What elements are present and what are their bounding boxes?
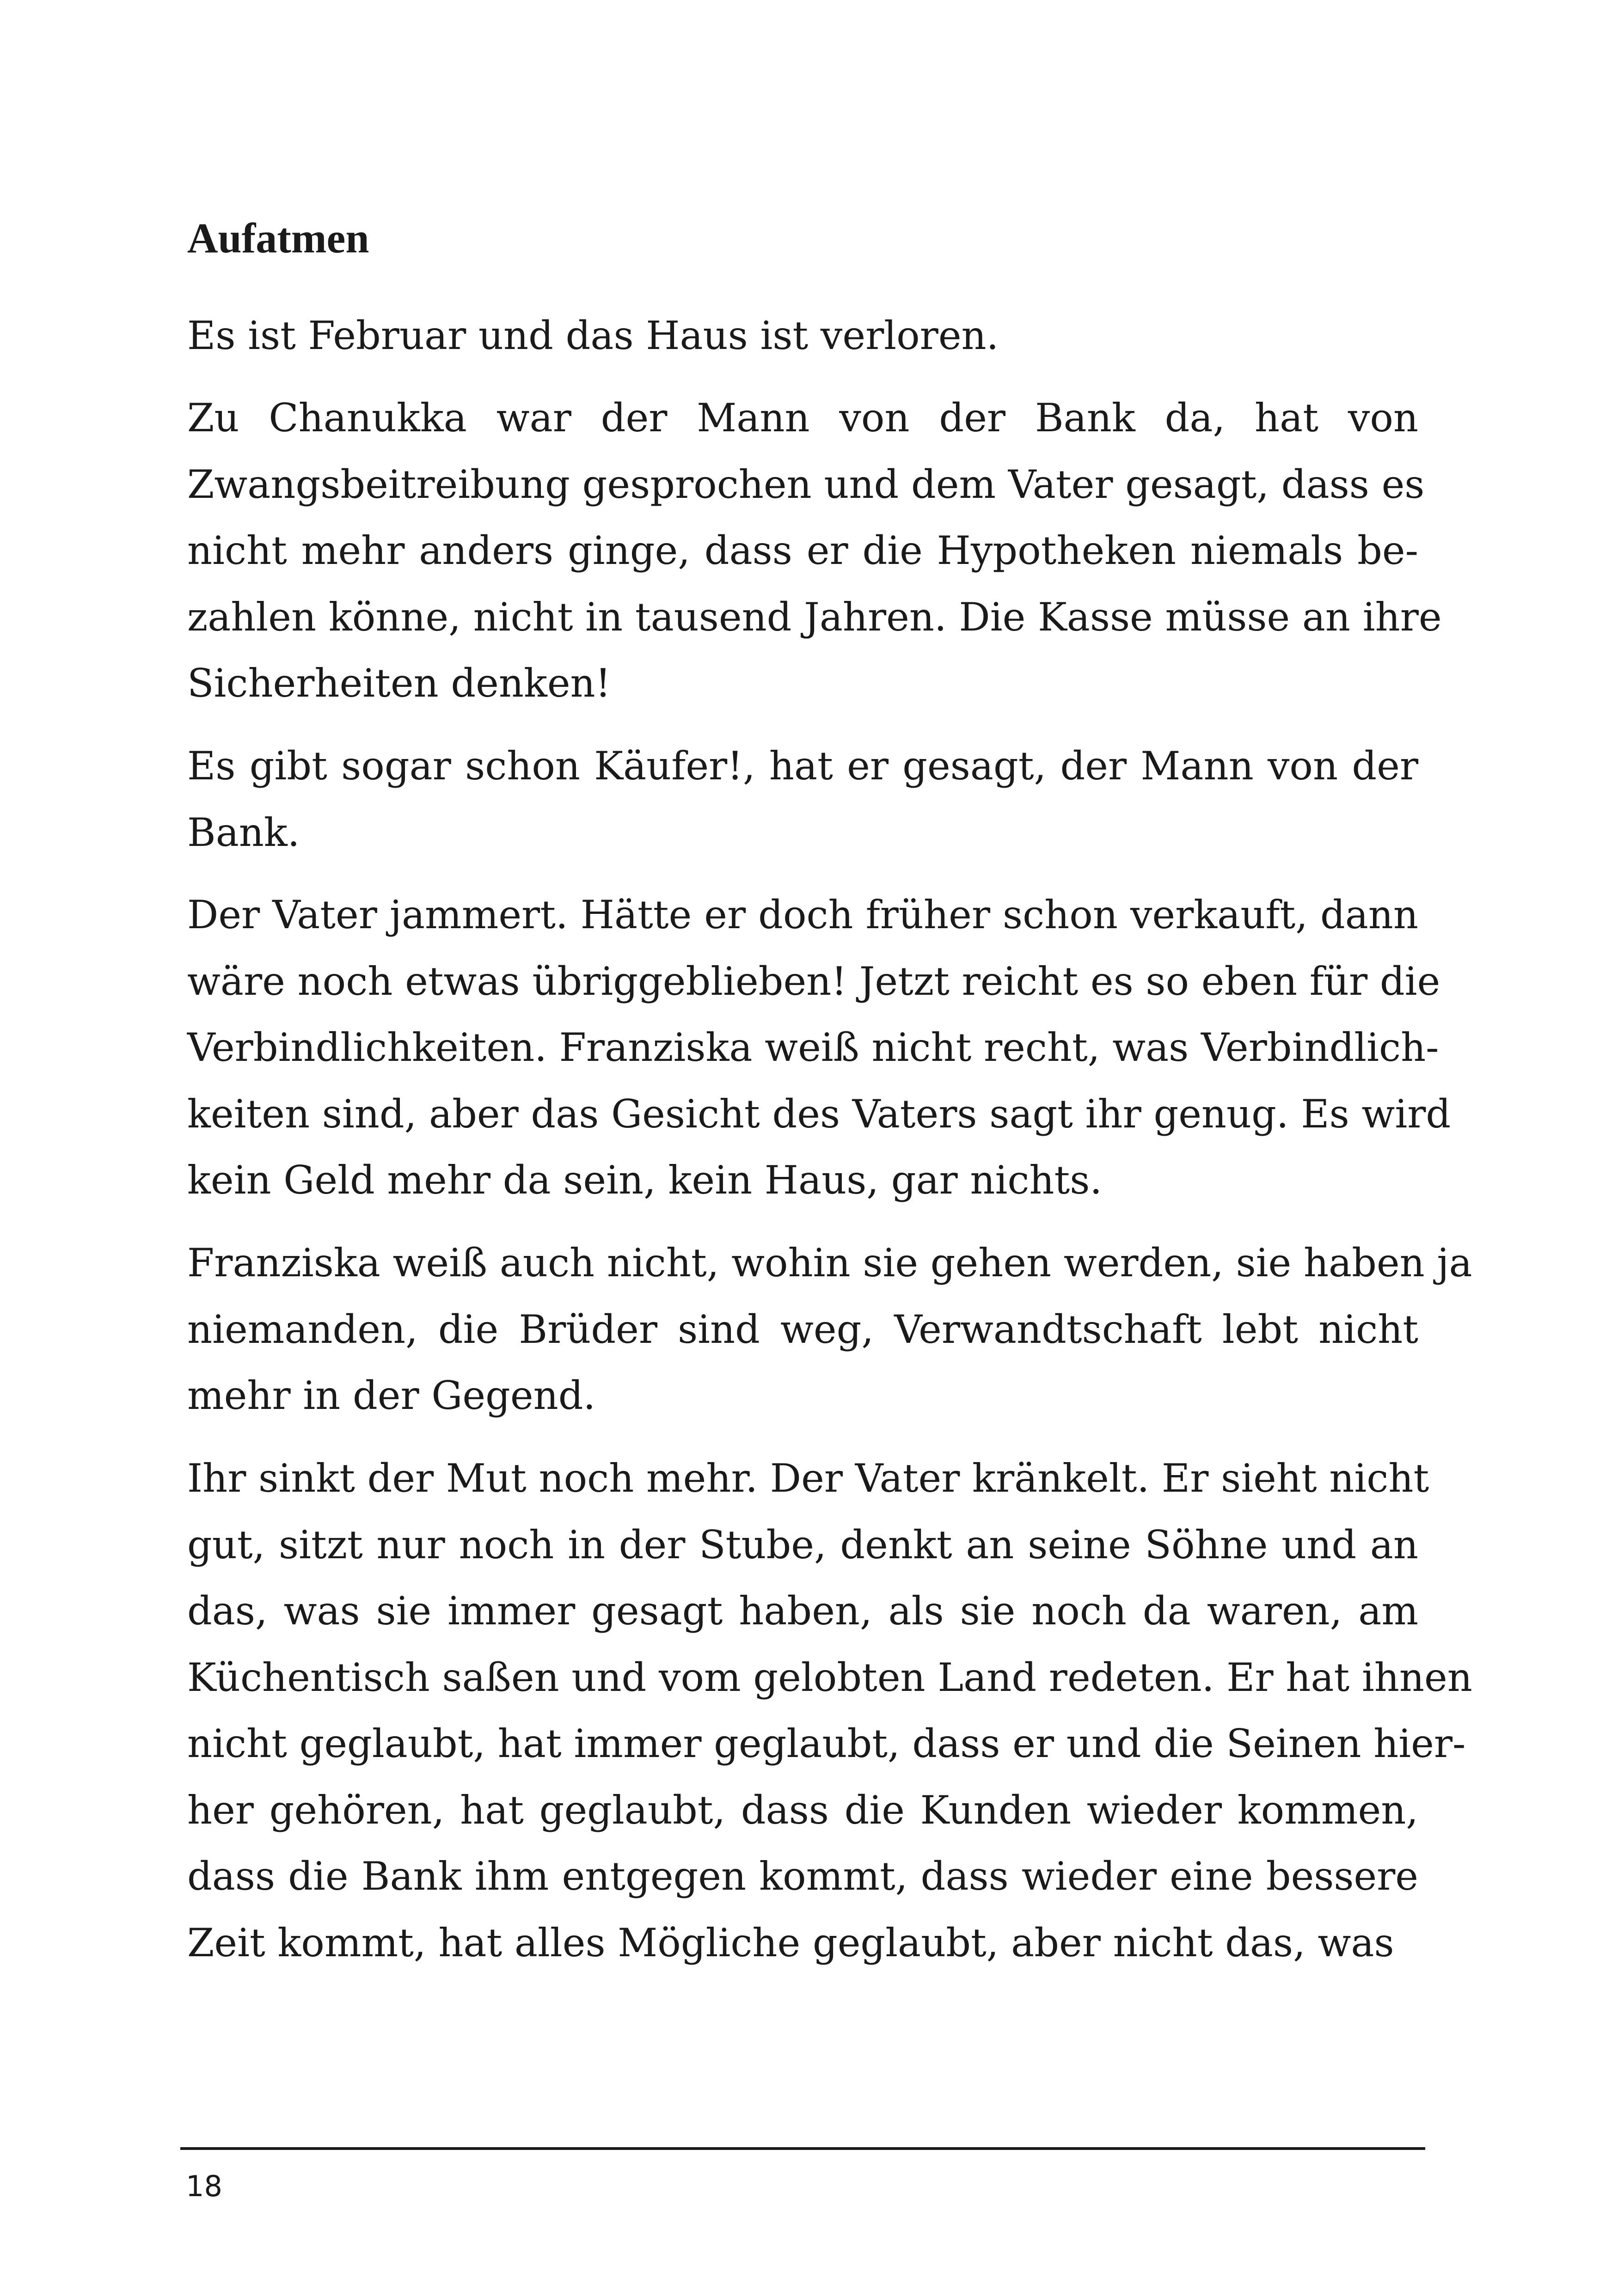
text-line: Bank. [187,809,300,855]
paragraph-2 [187,385,1442,717]
paragraph-1 [187,303,1418,369]
text-line: Franziska weiß auch nicht, wohin sie gehen werden, sie haben ja [187,1240,1472,1286]
footer-rule [180,2147,1425,2150]
text-line: Ihr sinkt der Mut noch mehr. Der Vater kränkelt. Er sieht nicht [187,1456,1429,1501]
page-number: 18 [186,2169,222,2203]
paragraph-6 [187,1445,1472,1976]
chapter-heading: Aufatmen [187,214,369,262]
text-line: gut, sitzt nur noch in der Stube, denkt an seine Söhne und an [187,1522,1418,1567]
text-line: niemanden, die Brüder sind weg, Verwandtschaft lebt nicht [187,1306,1418,1352]
text-line: nicht mehr anders ginge, dass er die Hypotheken niemals be- [187,528,1418,573]
text-line: dass die Bank ihm entgegen kommt, dass wieder eine bessere [187,1854,1418,1899]
paragraph-3 [187,733,1418,866]
text-line: keiten sind, aber das Gesicht des Vaters sagt ihr genug. Es wird [187,1091,1451,1137]
text-line: Es gibt sogar schon Käufer!, hat er gesagt, der Mann von der [187,743,1418,789]
text-line: Verbindlichkeiten. Franziska weiß nicht recht, was Verbindlich- [187,1025,1439,1070]
paragraph-4 [187,882,1451,1214]
text-line: Küchentisch saßen und vom gelobten Land redeten. Er hat ihnen [187,1654,1472,1700]
text-line: wäre noch etwas übriggeblieben! Jetzt reicht es so eben für die [187,958,1440,1004]
text-line: Es ist Februar und das Haus ist verloren. [187,313,999,358]
text-line: her gehören, hat geglaubt, dass die Kunden wieder kommen, [187,1787,1418,1833]
text-line: das, was sie immer gesagt haben, als sie noch da waren, am [187,1588,1418,1634]
text-line: kein Geld mehr da sein, kein Haus, gar nichts. [187,1157,1103,1203]
text-line: zahlen könne, nicht in tausend Jahren. Die Kasse müsse an ihre [187,594,1442,640]
text-line: Zu Chanukka war der Mann von der Bank da, hat von [187,395,1418,441]
paragraph-5 [187,1230,1472,1429]
text-line: mehr in der Gegend. [187,1373,596,1418]
text-line: Sicherheiten denken! [187,661,611,706]
text-line: Zwangsbeitreibung gesprochen und dem Vater gesagt, dass es [187,461,1425,507]
text-line: Zeit kommt, hat alles Mögliche geglaubt, aber nicht das, was [187,1920,1394,1965]
text-line: nicht geglaubt, hat immer geglaubt, dass er und die Seinen hier- [187,1721,1466,1766]
text-line: Der Vater jammert. Hätte er doch früher schon verkauft, dann [187,892,1418,937]
